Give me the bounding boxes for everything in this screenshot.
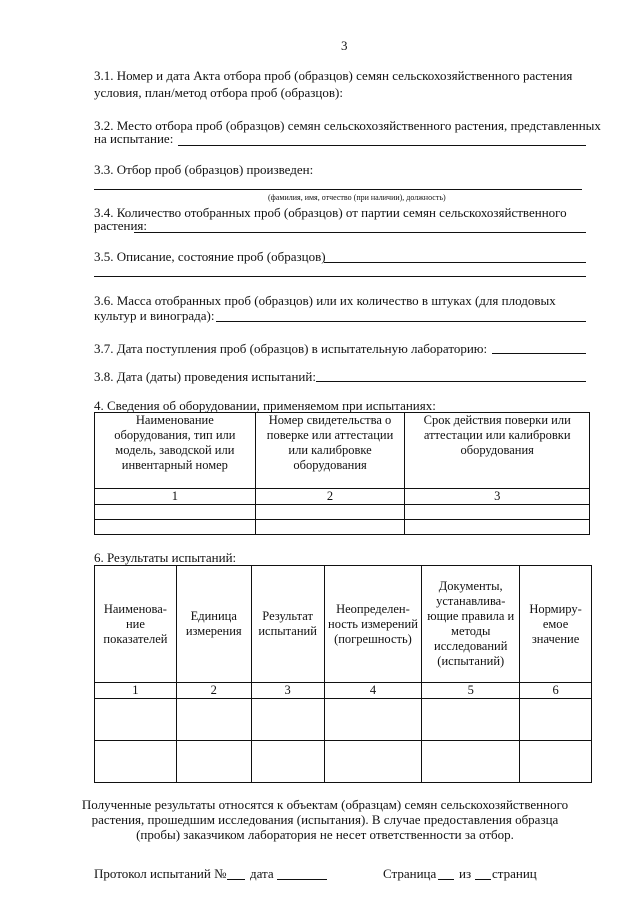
footer-protocol-label: Протокол испытаний № [94,866,227,881]
results-col-6-number: 6 [520,683,592,699]
section-3-8-fill-line [316,381,586,382]
section-3-6-line1: 3.6. Масса отобранных проб (образцов) или их количество в штуках (для плодовых [94,293,556,308]
footer-date-label: дата [250,866,274,881]
section-6-title: 6. Результаты испытаний: [94,550,237,565]
results-col-5-number: 5 [422,683,520,699]
note-line1: Полученные результаты относятся к объектам (образцам) семян сельскохозяйственного [81,797,569,812]
equipment-col-1-number: 1 [95,489,256,505]
table-row [95,741,592,783]
section-3-2-line2: на испытание: [94,131,174,146]
section-3-4-line1: 3.4. Количество отобранных проб (образцов) от партии семян сельскохозяйственного [94,205,567,220]
section-3-3-line1: 3.3. Отбор проб (образцов) произведен: [94,162,314,177]
note-line3: (пробы) заказчиком лаборатория не несет ответственности за отбор. [136,827,514,842]
footer-protocol-number-line [227,879,245,880]
section-3-5-fill-line [324,262,586,263]
section-3-3-fill-line [94,189,582,190]
table-row [95,520,590,535]
section-3-4-fill-line [134,232,586,233]
footer-page-line [438,879,454,880]
results-col-6-header: Нормиру-емое значение [520,566,592,683]
section-3-1-line2: условия, план/метод отбора проб (образцов): [94,85,343,100]
footer-pages-label: страниц [492,866,537,881]
equipment-col-2-number: 2 [255,489,405,505]
equipment-col-3-header: Срок действия поверки или аттестации или калибровки оборудования [405,413,590,489]
section-3-1-line1: 3.1. Номер и дата Акта отбора проб (образцов) семян сельскохозяйственного растения [94,68,573,83]
results-col-5-header: Документы, устанавлива-ющие правила и методы исследований (испытаний) [422,566,520,683]
table-row [95,699,592,741]
section-3-2-fill-line [178,145,586,146]
footer-date-line [277,879,327,880]
table-row [95,505,590,520]
section-3-7-line1: 3.7. Дата поступления проб (образцов) в испытательную лабораторию: [94,341,488,356]
results-col-2-header: Единица измерения [176,566,251,683]
results-table [94,565,592,783]
section-3-4-line2: растения: [94,218,147,233]
results-col-1-header: Наименова-ние показателей [95,566,177,683]
equipment-table [94,412,590,535]
section-3-8-line1: 3.8. Дата (даты) проведения испытаний: [94,369,316,384]
results-col-2-number: 2 [176,683,251,699]
section-3-6-fill-line [216,321,586,322]
section-4-title: 4. Сведения об оборудовании, применяемом при испытаниях: [94,398,436,413]
equipment-col-3-number: 3 [405,489,590,505]
section-3-2-line1: 3.2. Место отбора проб (образцов) семян сельскохозяйственного растения, представленных [94,118,601,133]
section-3-7-fill-line [492,353,586,354]
note-line2: растения, прошедшим исследования (испытания). В случае предоставления образца [91,812,559,827]
equipment-col-1-header: Наименование оборудования, тип или модель, заводской или инвентарный номер [95,413,256,489]
section-3-6-line2: культур и винограда): [94,308,215,323]
results-col-3-header: Результат испытаний [251,566,324,683]
results-col-4-number: 4 [324,683,422,699]
equipment-col-2-header: Номер свидетельства о поверке или аттестации или калибровке оборудования [255,413,405,489]
results-col-4-header: Неопределен-ность измерений (погрешность) [324,566,422,683]
section-3-5-fill-line-2 [94,276,586,277]
footer-of-label: из [459,866,472,881]
footer-total-line [475,879,491,880]
section-3-5-line1: 3.5. Описание, состояние проб (образцов) [94,249,326,264]
results-col-1-number: 1 [95,683,177,699]
footer-page-label: Страница [383,866,437,881]
results-col-3-number: 3 [251,683,324,699]
section-3-3-hint: (фамилия, имя, отчество (при наличии), должность) [268,193,446,202]
page-number: 3 [341,38,348,53]
